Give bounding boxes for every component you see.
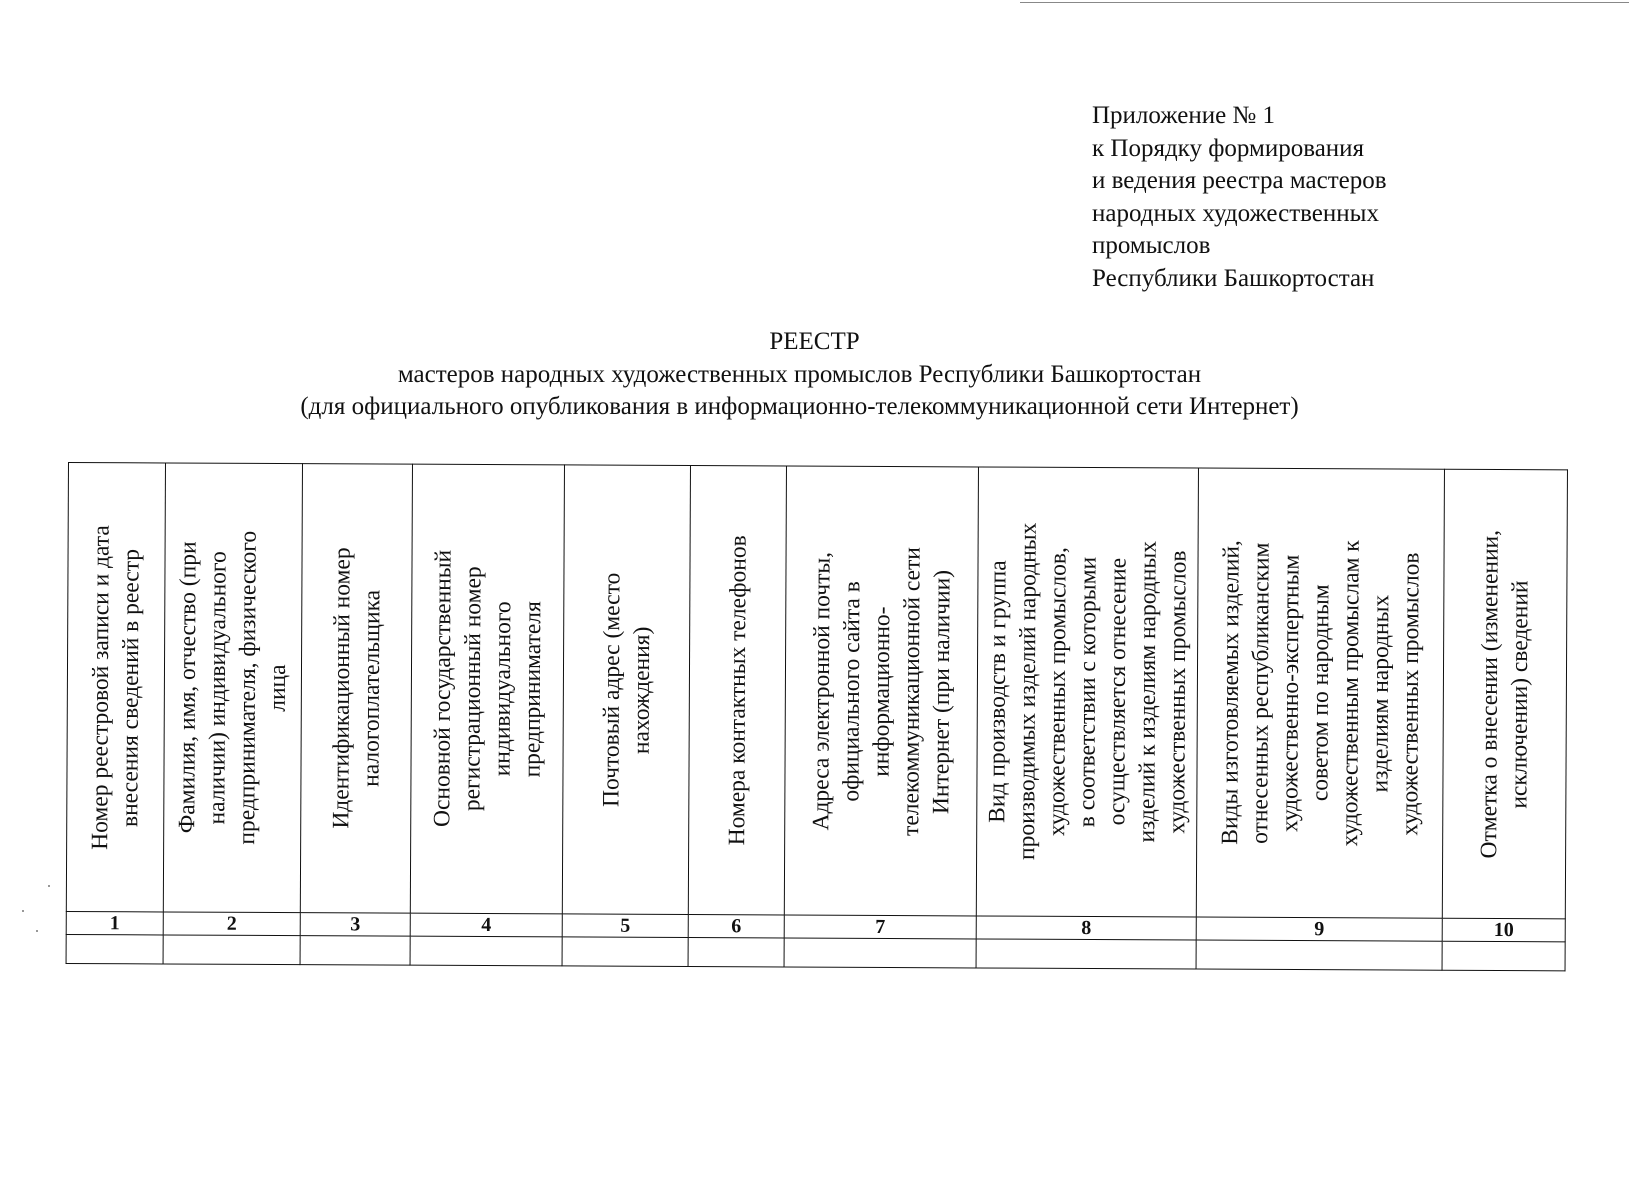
header-text: Идентификационный номер налогоплательщика (327, 547, 385, 830)
header-cell (784, 466, 978, 916)
column-number: 7 (784, 915, 976, 939)
column-number: 6 (688, 915, 784, 938)
header-text: Номер реестровой записи и дата внесения сведений в реестр (87, 524, 145, 850)
appendix-line: и ведения реестра мастеров (1092, 167, 1387, 194)
scan-edge-line (1020, 2, 1629, 3)
empty-cell (784, 938, 976, 968)
empty-cell (1196, 940, 1442, 970)
column-number: 8 (976, 916, 1196, 940)
header-cell (562, 465, 690, 915)
header-row (66, 463, 1567, 919)
appendix-line: к Порядку формирования (1092, 134, 1365, 162)
appendix-line: народных художественных (1092, 199, 1379, 227)
header-text: Отметка о внесении (изменении, исключении) сведений (1476, 529, 1534, 859)
header-cell (300, 464, 412, 914)
column-number: 5 (562, 914, 688, 938)
document-title-block (0, 326, 1629, 424)
header-text: Вид производств и группа производимых изделий народных художественных промыслов, в соответствии с которыми осуществляется отнесение изделий к изделиям народных художественных промыслов (983, 523, 1192, 861)
column-number: 1 (66, 911, 163, 934)
empty-cell (976, 939, 1196, 969)
column-number: 4 (410, 913, 562, 937)
column-number: 9 (1196, 917, 1442, 941)
empty-cell (1442, 941, 1565, 971)
appendix-note (1092, 100, 1512, 295)
empty-cell (688, 938, 784, 967)
appendix-line: Республики Башкортостан (1092, 264, 1375, 292)
empty-cell (163, 935, 300, 965)
column-number: 2 (163, 912, 300, 936)
scan-speck (48, 885, 50, 887)
empty-cell (66, 934, 163, 963)
document-subtitle: мастеров народных художественных промыслов Республики Башкортостан (397, 360, 1202, 388)
scan-speck (36, 930, 38, 932)
registry-table (66, 462, 1568, 971)
header-cell (163, 463, 302, 913)
header-cell (976, 467, 1198, 917)
header-cell (1442, 469, 1567, 919)
header-cell (1196, 468, 1444, 918)
column-number: 10 (1442, 918, 1565, 942)
scan-speck (22, 910, 24, 912)
appendix-line: Приложение № 1 (1092, 102, 1276, 129)
appendix-line: промыслов (1092, 232, 1211, 259)
header-cell (410, 464, 564, 914)
empty-cell (562, 937, 688, 967)
header-text: Адреса электронной почты, официального сайта в информационно- телекоммуникационной сети Интернет (при наличии) (807, 546, 955, 836)
header-cell (688, 466, 786, 915)
column-number: 3 (300, 913, 410, 937)
header-cell (66, 463, 165, 912)
header-text: Номера контактных телефонов (723, 535, 752, 846)
header-text: Основной государственный регистрационный номер индивидуального предпринимателя (428, 550, 546, 828)
document-heading: РЕЕСТР (769, 328, 860, 355)
empty-row (66, 934, 1565, 970)
document-note: (для официального опубликования в информационно-телекоммуникационной сети Интернет) (300, 393, 1299, 420)
header-text: Виды изготовляемых изделий, отнесенных республиканским художественно-экспертным советом по народным художественным промыслам к изделиям народных художественных промыслов (1216, 540, 1425, 847)
empty-cell (410, 936, 562, 966)
header-text: Почтовый адрес (место нахождения) (597, 572, 655, 807)
empty-cell (300, 936, 410, 966)
header-text: Фамилия, имя, отчество (при наличии) индивидуального предпринимателя, физического лица (174, 530, 292, 845)
